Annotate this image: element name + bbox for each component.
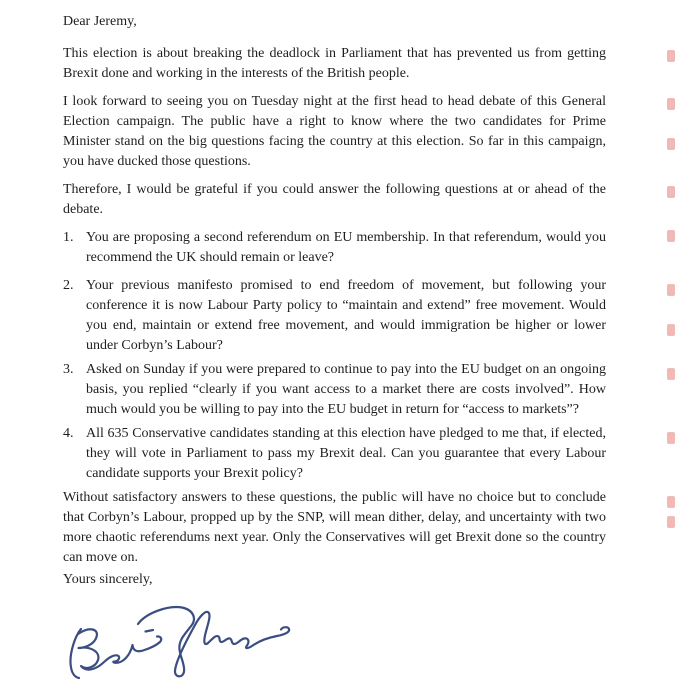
signature-block <box>57 602 606 668</box>
signature-stroke-b-stem <box>70 629 81 678</box>
edge-mark <box>667 516 675 528</box>
edge-mark <box>667 186 675 198</box>
edge-mark <box>667 324 675 336</box>
question-number: 3. <box>63 362 74 377</box>
paragraph-closing: Without satisfactory answers to these questions, the public will have no choice but to conclude that Corbyn’s Labour, propped up by the SNP, will mean dither, delay, and uncertainty with two more chaotic referendums next year. Only the Conservatives will get Brexit done so the country can move on. <box>63 490 606 565</box>
question-number: 2. <box>63 278 74 293</box>
paragraph-deadlock: This election is about breaking the deadlock in Parliament that has prevented us from getting Brexit done and working in the interests of the British people. <box>63 46 606 81</box>
question-number: 1. <box>63 230 74 245</box>
edge-mark <box>667 432 675 444</box>
edge-mark <box>667 138 675 150</box>
question-number: 4. <box>63 426 74 441</box>
valediction: Yours sincerely, <box>63 572 153 587</box>
edge-mark <box>667 284 675 296</box>
salutation: Dear Jeremy, <box>63 14 137 29</box>
edge-mark <box>667 368 675 380</box>
edge-mark <box>667 50 675 62</box>
paragraph-therefore: Therefore, I would be grateful if you could answer the following questions at or ahead of the debate. <box>63 182 606 217</box>
question-text: Your previous manifesto promised to end freedom of movement, but following your conference it is now Labour Party policy to “maintain and extend” free movement. Would you end, maintain or extend free movement, and would immigration be higher or lower under Corbyn’s Labour? <box>86 278 606 353</box>
question-text: All 635 Conservative candidates standing at this election have pledged to me that, if elected, they will vote in Parliament to pass my Brexit deal. Can you guarantee that every Labour candidate supports your Brexit policy? <box>86 426 606 481</box>
signature-stroke-boris <box>78 629 161 669</box>
edge-mark <box>667 230 675 242</box>
paragraph-debate-invite: I look forward to seeing you on Tuesday night at the first head to head debate of this General Election campaign. The public have a right to know where the two candidates for Prime Minister stand on the big questions facing the country at this election. So far in this campaign, you have ducked those questions. <box>63 94 606 169</box>
signature-stroke-i-dash <box>146 630 154 632</box>
edge-mark <box>667 496 675 508</box>
question-item-2 <box>63 276 606 356</box>
question-text: You are proposing a second referendum on EU membership. In that referendum, would you recommend the UK should remain or leave? <box>86 230 606 265</box>
question-item-4 <box>63 424 606 484</box>
question-item-1 <box>63 228 606 268</box>
signature-boris-johnson <box>57 602 297 682</box>
question-item-3 <box>63 360 606 420</box>
edge-mark <box>667 98 675 110</box>
question-text: Asked on Sunday if you were prepared to continue to pay into the EU budget on an ongoing basis, you replied “clearly if you want access to a market there are costs involved”. How much would you be willing to pay into the EU budget in return for “access to markets”? <box>86 362 606 417</box>
